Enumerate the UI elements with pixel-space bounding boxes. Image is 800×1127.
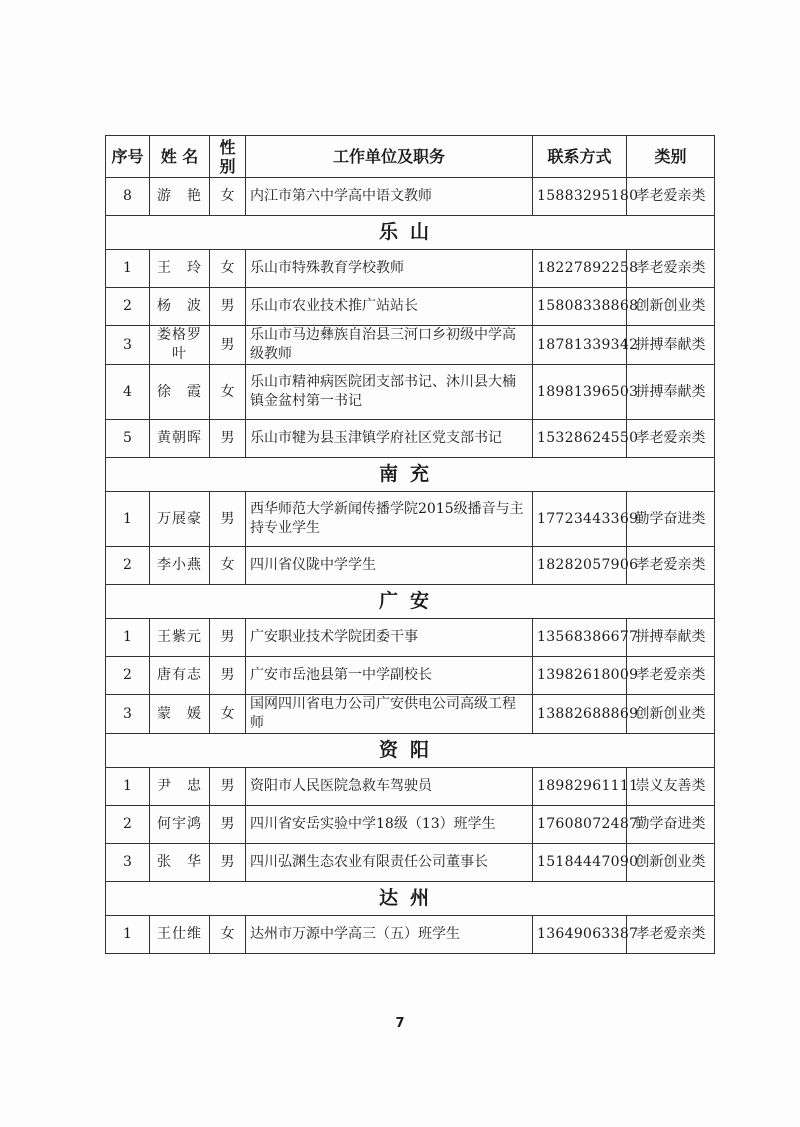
cell-unit: 乐山市农业技术推广站站长 — [246, 288, 533, 326]
cell-category: 孝老爱亲类 — [627, 547, 715, 585]
cell-category: 孝老爱亲类 — [627, 657, 715, 695]
page-number: 7 — [395, 1016, 405, 1031]
cell-phone: 15883295180 — [533, 178, 627, 216]
cell-gender: 男 — [210, 326, 246, 365]
cell-gender: 男 — [210, 619, 246, 657]
table-row — [106, 492, 715, 547]
table-row — [106, 250, 715, 288]
table-row — [106, 420, 715, 458]
cell-gender: 女 — [210, 250, 246, 288]
header-name: 姓 名 — [150, 136, 210, 178]
cell-unit: 西华师范大学新闻传播学院2015级播音与主持专业学生 — [246, 492, 533, 547]
table-row — [106, 365, 715, 420]
cell-no: 1 — [106, 916, 150, 954]
cell-phone: 18282057906 — [533, 547, 627, 585]
cell-no: 2 — [106, 657, 150, 695]
cell-gender: 男 — [210, 806, 246, 844]
region-row — [106, 216, 715, 250]
cell-name: 蒙 媛 — [150, 695, 210, 734]
cell-gender: 女 — [210, 178, 246, 216]
header-phone: 联系方式 — [533, 136, 627, 178]
table-row — [106, 806, 715, 844]
cell-phone: 17608072487 — [533, 806, 627, 844]
cell-name: 万展豪 — [150, 492, 210, 547]
cell-phone: 15808338868 — [533, 288, 627, 326]
cell-unit: 内江市第六中学高中语文教师 — [246, 178, 533, 216]
cell-unit: 四川省仪陇中学学生 — [246, 547, 533, 585]
cell-category: 勤学奋进类 — [627, 806, 715, 844]
cell-no: 1 — [106, 768, 150, 806]
table-row — [106, 768, 715, 806]
table-row — [106, 619, 715, 657]
cell-unit: 乐山市犍为县玉津镇学府社区党支部书记 — [246, 420, 533, 458]
cell-name: 杨 波 — [150, 288, 210, 326]
cell-name: 娄格罗叶 — [150, 326, 210, 365]
cell-gender: 男 — [210, 657, 246, 695]
cell-phone: 18982961111 — [533, 768, 627, 806]
cell-category: 孝老爱亲类 — [627, 916, 715, 954]
header-no: 序号 — [106, 136, 150, 178]
cell-no: 3 — [106, 695, 150, 734]
cell-phone: 17723443369 — [533, 492, 627, 547]
cell-unit: 乐山市特殊教育学校教师 — [246, 250, 533, 288]
cell-gender: 男 — [210, 844, 246, 882]
cell-name: 唐有志 — [150, 657, 210, 695]
cell-phone: 13649063387 — [533, 916, 627, 954]
region-name: 广安 — [106, 585, 715, 619]
cell-unit: 乐山市马边彝族自治县三河口乡初级中学高级教师 — [246, 326, 533, 365]
cell-gender: 男 — [210, 492, 246, 547]
region-row — [106, 585, 715, 619]
cell-name: 游 艳 — [150, 178, 210, 216]
cell-phone: 15328624550 — [533, 420, 627, 458]
cell-gender: 男 — [210, 288, 246, 326]
cell-category: 创新创业类 — [627, 844, 715, 882]
cell-category: 孝老爱亲类 — [627, 178, 715, 216]
cell-name: 李小燕 — [150, 547, 210, 585]
region-name: 南充 — [106, 458, 715, 492]
cell-unit: 广安职业技术学院团委干事 — [246, 619, 533, 657]
cell-category: 创新创业类 — [627, 695, 715, 734]
cell-gender: 女 — [210, 916, 246, 954]
cell-unit: 乐山市精神病医院团支部书记、沐川县大楠镇金盆村第一书记 — [246, 365, 533, 420]
header-category: 类别 — [627, 136, 715, 178]
cell-gender: 男 — [210, 420, 246, 458]
cell-category: 拼搏奉献类 — [627, 619, 715, 657]
region-row — [106, 458, 715, 492]
cell-category: 创新创业类 — [627, 288, 715, 326]
cell-unit: 达州市万源中学高三（五）班学生 — [246, 916, 533, 954]
table-row — [106, 916, 715, 954]
cell-phone: 15184447090 — [533, 844, 627, 882]
cell-no: 8 — [106, 178, 150, 216]
cell-no: 3 — [106, 844, 150, 882]
header-unit: 工作单位及职务 — [246, 136, 533, 178]
cell-no: 1 — [106, 250, 150, 288]
cell-phone: 18981396503 — [533, 365, 627, 420]
table-row — [106, 178, 715, 216]
region-name: 乐山 — [106, 216, 715, 250]
table-row — [106, 288, 715, 326]
cell-no: 2 — [106, 547, 150, 585]
cell-name: 张 华 — [150, 844, 210, 882]
region-name: 资阳 — [106, 734, 715, 768]
cell-phone: 13882688869 — [533, 695, 627, 734]
table-header-row — [106, 136, 715, 178]
cell-no: 3 — [106, 326, 150, 365]
cell-no: 5 — [106, 420, 150, 458]
cell-category: 孝老爱亲类 — [627, 250, 715, 288]
cell-phone: 18227892258 — [533, 250, 627, 288]
cell-unit: 四川省安岳实验中学18级（13）班学生 — [246, 806, 533, 844]
cell-name: 王仕维 — [150, 916, 210, 954]
cell-name: 王 玲 — [150, 250, 210, 288]
cell-name: 王紫元 — [150, 619, 210, 657]
cell-gender: 女 — [210, 695, 246, 734]
region-row — [106, 734, 715, 768]
cell-gender: 女 — [210, 547, 246, 585]
table-row — [106, 844, 715, 882]
cell-unit: 四川弘渊生态农业有限责任公司董事长 — [246, 844, 533, 882]
cell-gender: 女 — [210, 365, 246, 420]
cell-no: 2 — [106, 806, 150, 844]
cell-name: 徐 霞 — [150, 365, 210, 420]
cell-no: 4 — [106, 365, 150, 420]
roster-body — [106, 178, 715, 954]
region-name: 达州 — [106, 882, 715, 916]
table-row — [106, 326, 715, 365]
table-row — [106, 657, 715, 695]
cell-phone: 18781339342 — [533, 326, 627, 365]
cell-category: 勤学奋进类 — [627, 492, 715, 547]
cell-name: 何宇鸿 — [150, 806, 210, 844]
header-gender: 性别 — [210, 136, 246, 178]
table-row — [106, 695, 715, 734]
cell-category: 拼搏奉献类 — [627, 365, 715, 420]
cell-gender: 男 — [210, 768, 246, 806]
cell-unit: 广安市岳池县第一中学副校长 — [246, 657, 533, 695]
cell-phone: 13982618009 — [533, 657, 627, 695]
region-row — [106, 882, 715, 916]
cell-category: 孝老爱亲类 — [627, 420, 715, 458]
cell-no: 2 — [106, 288, 150, 326]
table-row — [106, 547, 715, 585]
roster-table — [105, 135, 715, 954]
cell-no: 1 — [106, 619, 150, 657]
cell-phone: 13568386677 — [533, 619, 627, 657]
cell-unit: 国网四川省电力公司广安供电公司高级工程师 — [246, 695, 533, 734]
cell-category: 拼搏奉献类 — [627, 326, 715, 365]
cell-name: 尹 忠 — [150, 768, 210, 806]
cell-category: 崇义友善类 — [627, 768, 715, 806]
cell-name: 黄朝晖 — [150, 420, 210, 458]
cell-unit: 资阳市人民医院急救车驾驶员 — [246, 768, 533, 806]
cell-no: 1 — [106, 492, 150, 547]
